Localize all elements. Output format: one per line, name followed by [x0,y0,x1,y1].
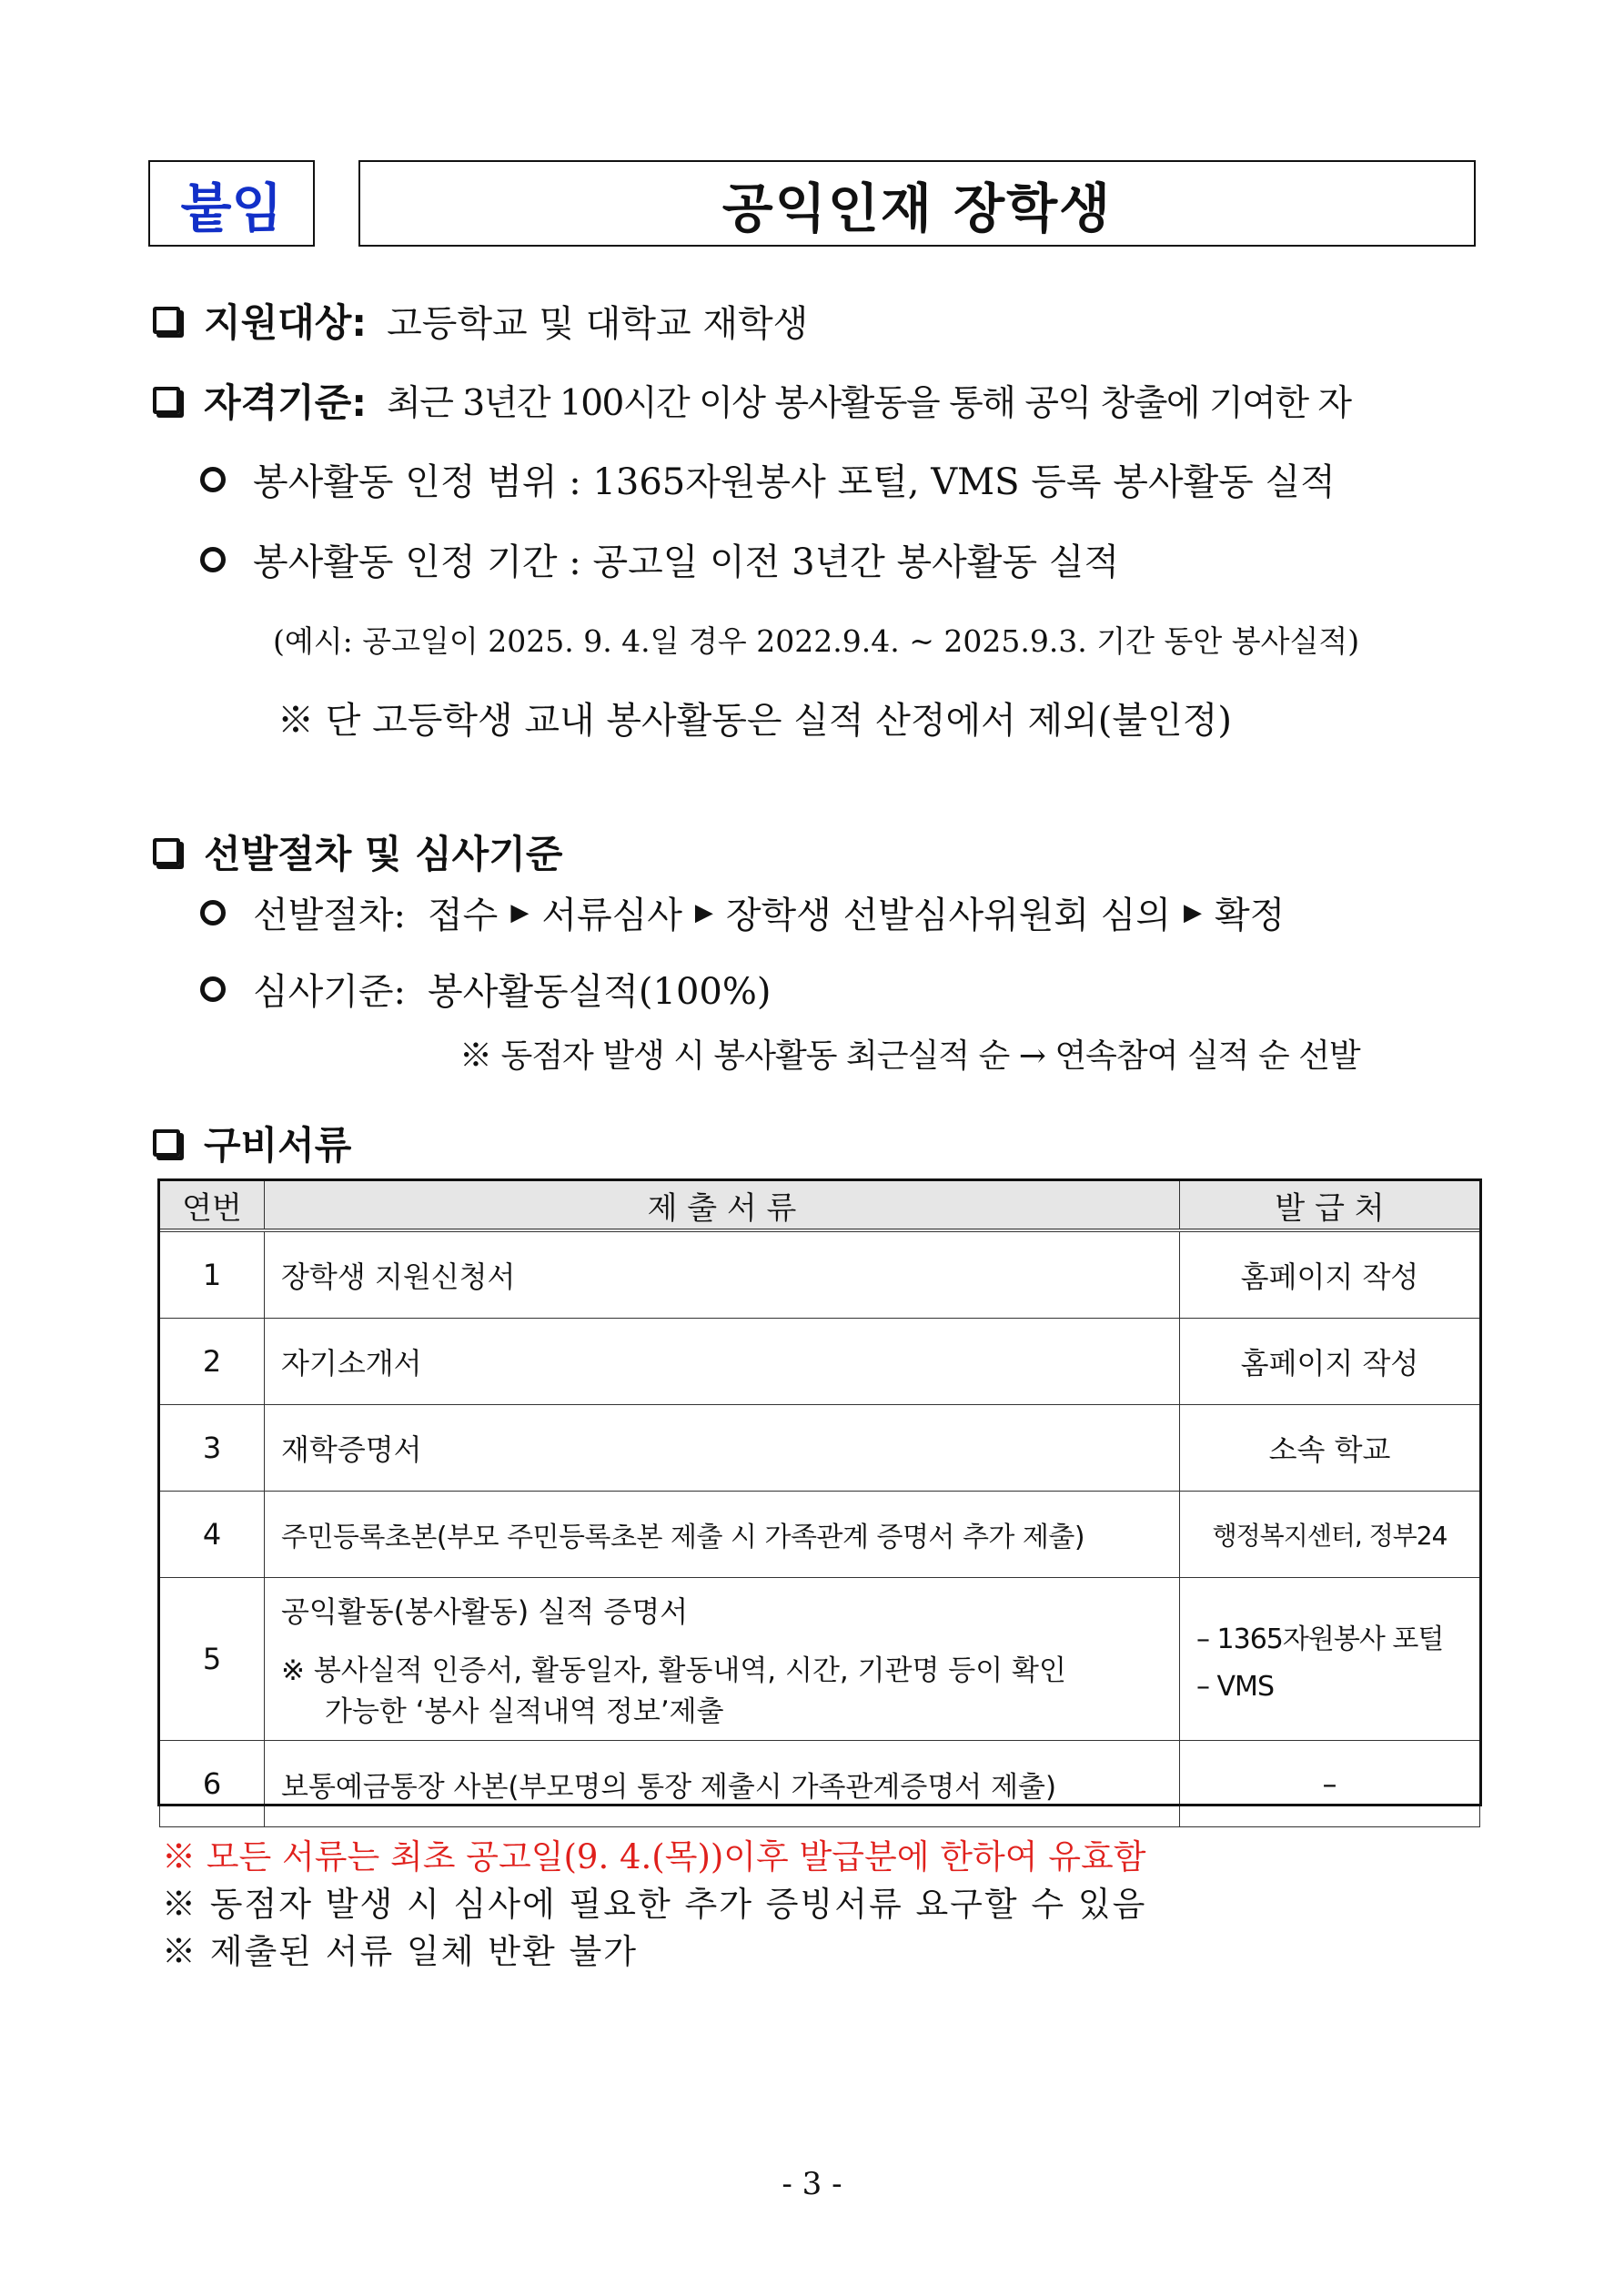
document-cell [265,1578,1180,1741]
triangle-right-icon: ▶ [510,898,530,926]
qualification-item-text: 봉사활동 인정 범위 : 1365자원봉사 포털, VMS 등록 봉사활동 실적 [253,461,1336,503]
section-heading: 구비서류 [204,1123,352,1168]
issuer: – 1365자원봉사 포털 [1196,1623,1444,1655]
procedure-step: 접수 [428,895,499,936]
page-number: - 3 - [782,2166,842,2202]
issuer: – [1180,1741,1480,1827]
checkbox-square-icon [153,838,180,865]
procedure-step: 확정 [1215,895,1286,936]
checkbox-square-icon [153,1129,180,1157]
section-value: 고등학교 및 대학교 재학생 [387,302,809,345]
row-number: 5 [160,1578,265,1741]
tie-breaker-note: ※ 동점자 발생 시 봉사활동 최근실적 순 → 연속참여 실적 순 선발 [459,1037,1360,1075]
issuer: – VMS [1196,1670,1274,1703]
selection-procedure [200,886,1285,938]
row-number: 4 [160,1492,265,1578]
ring-bullet-icon [200,900,226,925]
section-qualification [153,373,1351,428]
table-row [160,1492,1480,1578]
issuer: 홈페이지 작성 [1180,1319,1480,1405]
section-selection [153,824,562,879]
document-name: 보통예금통장 사본(부모명의 통장 제출시 가족관계증명서 제출) [265,1741,1180,1827]
documents-table [159,1180,1480,1827]
document-name: 장학생 지원신청서 [265,1230,1180,1319]
qualification-item-text: 봉사활동 인정 기간 : 공고일 이전 3년간 봉사활동 실적 [253,541,1120,583]
procedure-step: 장학생 선발심사위원회 심의 [725,895,1171,936]
table-header-row [160,1181,1480,1231]
section-documents [153,1116,351,1170]
section-value: 최근 3년간 100시간 이상 봉사활동을 통해 공익 창출에 기여한 자 [387,383,1351,424]
column-header: 제 출 서 류 [265,1181,1180,1231]
column-header: 연번 [160,1181,265,1231]
document-name: 공익활동(봉사활동) 실적 증명서 [281,1594,689,1629]
column-header: 발 급 처 [1180,1181,1480,1231]
document-name: 재학증명서 [265,1405,1180,1492]
row-number: 6 [160,1741,265,1827]
qualification-item [200,533,1119,585]
selection-criteria [200,963,771,1015]
table-row [160,1741,1480,1827]
qualification-exclusion: ※ 단 고등학생 교내 봉사활동은 실적 산정에서 제외(불인정) [277,700,1232,742]
table-row [160,1578,1480,1741]
triangle-right-icon: ▶ [694,898,713,926]
page-title: 공익인재 장학생 [358,160,1476,247]
row-number: 3 [160,1405,265,1492]
ring-bullet-icon [200,467,226,492]
section-label: 자격기준: [204,380,368,425]
issuer: 소속 학교 [1180,1405,1480,1492]
row-number: 2 [160,1319,265,1405]
document-name: 주민등록초본(부모 주민등록초본 제출 시 가족관계 증명서 추가 제출) [265,1492,1180,1578]
issuer-cell [1180,1578,1480,1741]
criteria-label: 심사기준: [253,971,407,1013]
checkbox-square-icon [153,387,180,414]
table-row [160,1319,1480,1405]
table-row [160,1230,1480,1319]
procedure-step: 서류심사 [541,895,682,936]
checkbox-square-icon [153,307,180,334]
document-name: 자기소개서 [265,1319,1180,1405]
ring-bullet-icon [200,976,226,1002]
section-heading: 선발절차 및 심사기준 [204,832,563,876]
row-number: 1 [160,1230,265,1319]
qualification-example: (예시: 공고일이 2025. 9. 4.일 경우 2022.9.4. ~ 2025.9.3. 기간 동안 봉사실적) [273,623,1360,659]
triangle-right-icon: ▶ [1184,898,1202,926]
ring-bullet-icon [200,547,226,572]
criteria-value: 봉사활동실적(100%) [428,971,772,1013]
issuer: 행정복지센터, 정부24 [1180,1492,1480,1578]
footnote: ※ 동점자 발생 시 심사에 필요한 추가 증빙서류 요구할 수 있음 [162,1885,1147,1924]
attachment-tag: 붙임 [148,160,315,247]
document-note: 가능한 ‘봉사 실적내역 정보’제출 [325,1695,724,1728]
qualification-item [200,453,1336,505]
issuer: 홈페이지 작성 [1180,1230,1480,1319]
section-eligibility [153,293,808,348]
footnote-warning: ※ 모든 서류는 최초 공고일(9. 4.(목))이후 발급분에 한하여 유효함 [162,1837,1146,1876]
footnote: ※ 제출된 서류 일체 반환 불가 [162,1932,638,1971]
document-note: ※ 봉사실적 인증서, 활동일자, 활동내역, 시간, 기관명 등이 확인 [281,1654,1066,1687]
procedure-label: 선발절차: [253,895,407,936]
table-row [160,1405,1480,1492]
section-label: 지원대상: [204,300,368,345]
